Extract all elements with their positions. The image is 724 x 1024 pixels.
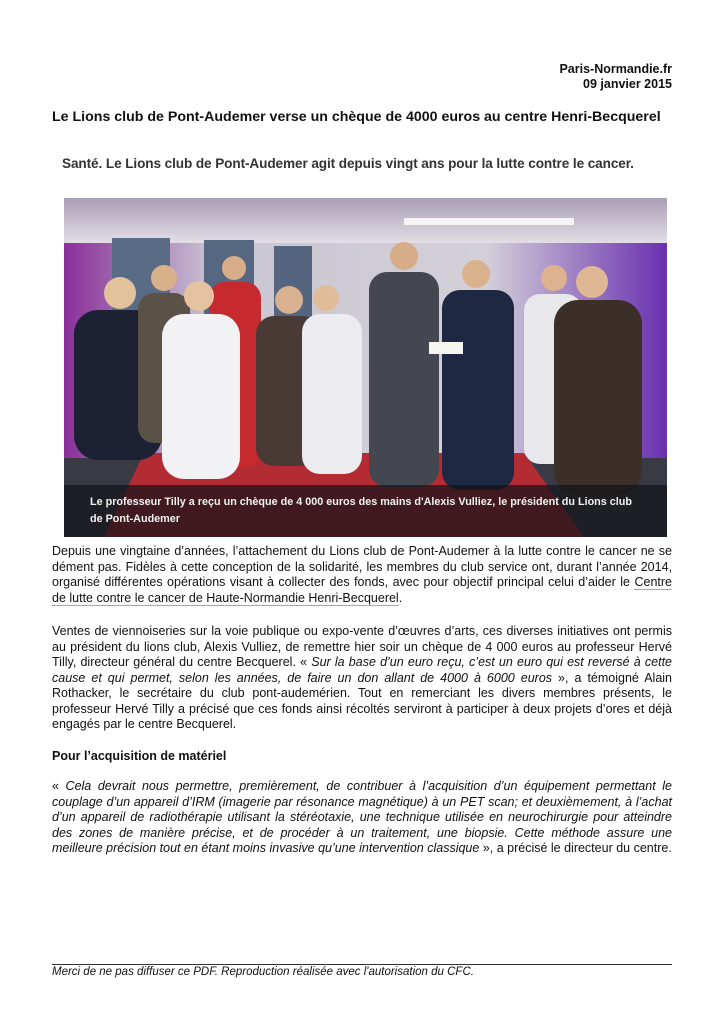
source-date: 09 janvier 2015 — [583, 77, 672, 91]
footer-notice: Merci de ne pas diffuser ce PDF. Reproduction réalisée avec l'autorisation du CFC. — [52, 966, 474, 978]
paragraph-intro-end: . — [398, 590, 403, 605]
becquerel-centre-link[interactable]: Centre de lutte contre le cancer de Haute-Normandie Henri-Becquerel — [52, 575, 672, 605]
article-kicker: Santé. Le Lions club de Pont-Audemer agit depuis vingt ans pour la lutte contre le cancer. — [62, 156, 634, 171]
footer-divider — [52, 964, 672, 965]
paragraph-fundraising-b: », a témoigné Alain Rothacker, le secrétaire du club pont-audemérien. Tout en remerciant les divers membres présents, le professeur Hervé Tilly a précisé que ces fonds ainsi récoltés serviront à participer à deux projets d’ores et déjà engagés par le centre Becquerel. — [52, 670, 672, 731]
cheque-shape — [429, 342, 463, 354]
article-title: Le Lions club de Pont-Audemer verse un chèque de 4000 euros au centre Henri-Becquerel — [52, 109, 661, 125]
paragraph-intro — [52, 544, 672, 606]
subheading-equipment: Pour l’acquisition de matériel — [52, 749, 227, 763]
paragraph-equipment-quote: Cela devrait nous permettre, premièrement, de contribuer à l’acquisition d’un équipement permettant le couplage d’un appareil d’IRM (imagerie par résonance magnétique) à un PET scan; et deuxièmement, à l’achat d’un appareil de radiothérapie utilisant la stéréotaxie, une technique utilisée en neurochirurgie pour atteindre des zones de manière précise, et de procéder à un traitement, une biopsie. Cette méthode assure une meilleure précision tout en étant moins invasive qu’une intervention classique — [52, 779, 672, 855]
photo-caption: Le professeur Tilly a reçu un chèque de 4 000 euros des mains d'Alexis Vulliez, le président du Lions club de Pont-Audemer — [90, 496, 632, 525]
photo-caption-band — [64, 485, 667, 537]
source-site: Paris-Normandie.fr — [559, 62, 672, 76]
paragraph-equipment-open: « — [52, 779, 66, 793]
paragraph-equipment — [52, 779, 672, 857]
paragraph-intro-text: Depuis une vingtaine d’années, l’attachement du Lions club de Pont-Audemer à la lutte contre le cancer ne se dément pas. Fidèles à cette conception de la solidarité, les membres du club service ont, durant l’année 2014, organisé différentes opérations visant à collecter des fonds, avec pour objectif principal celui d’aider le — [52, 544, 672, 589]
article-photo — [64, 198, 667, 537]
source-info — [559, 62, 672, 92]
paragraph-fundraising-quote: Sur la base d’un euro reçu, c’est un euro qui est reversé à cette cause et qui permet, selon les années, de faire un don allant de 4000 à 6000 euros — [52, 655, 673, 685]
paragraph-fundraising-a: Ventes de viennoiseries sur la voie publique ou expo-vente d’œuvres d’arts, ces diverses initiatives ont permis au président du lions club, Alexis Vulliez, de remettre hier soir un chèque de 4 000 euros au professeur Hervé Tilly, directeur général du centre Becquerel. « — [52, 624, 672, 669]
paragraph-equipment-close: », a précisé le directeur du centre. — [479, 841, 672, 855]
paragraph-fundraising — [52, 624, 672, 733]
